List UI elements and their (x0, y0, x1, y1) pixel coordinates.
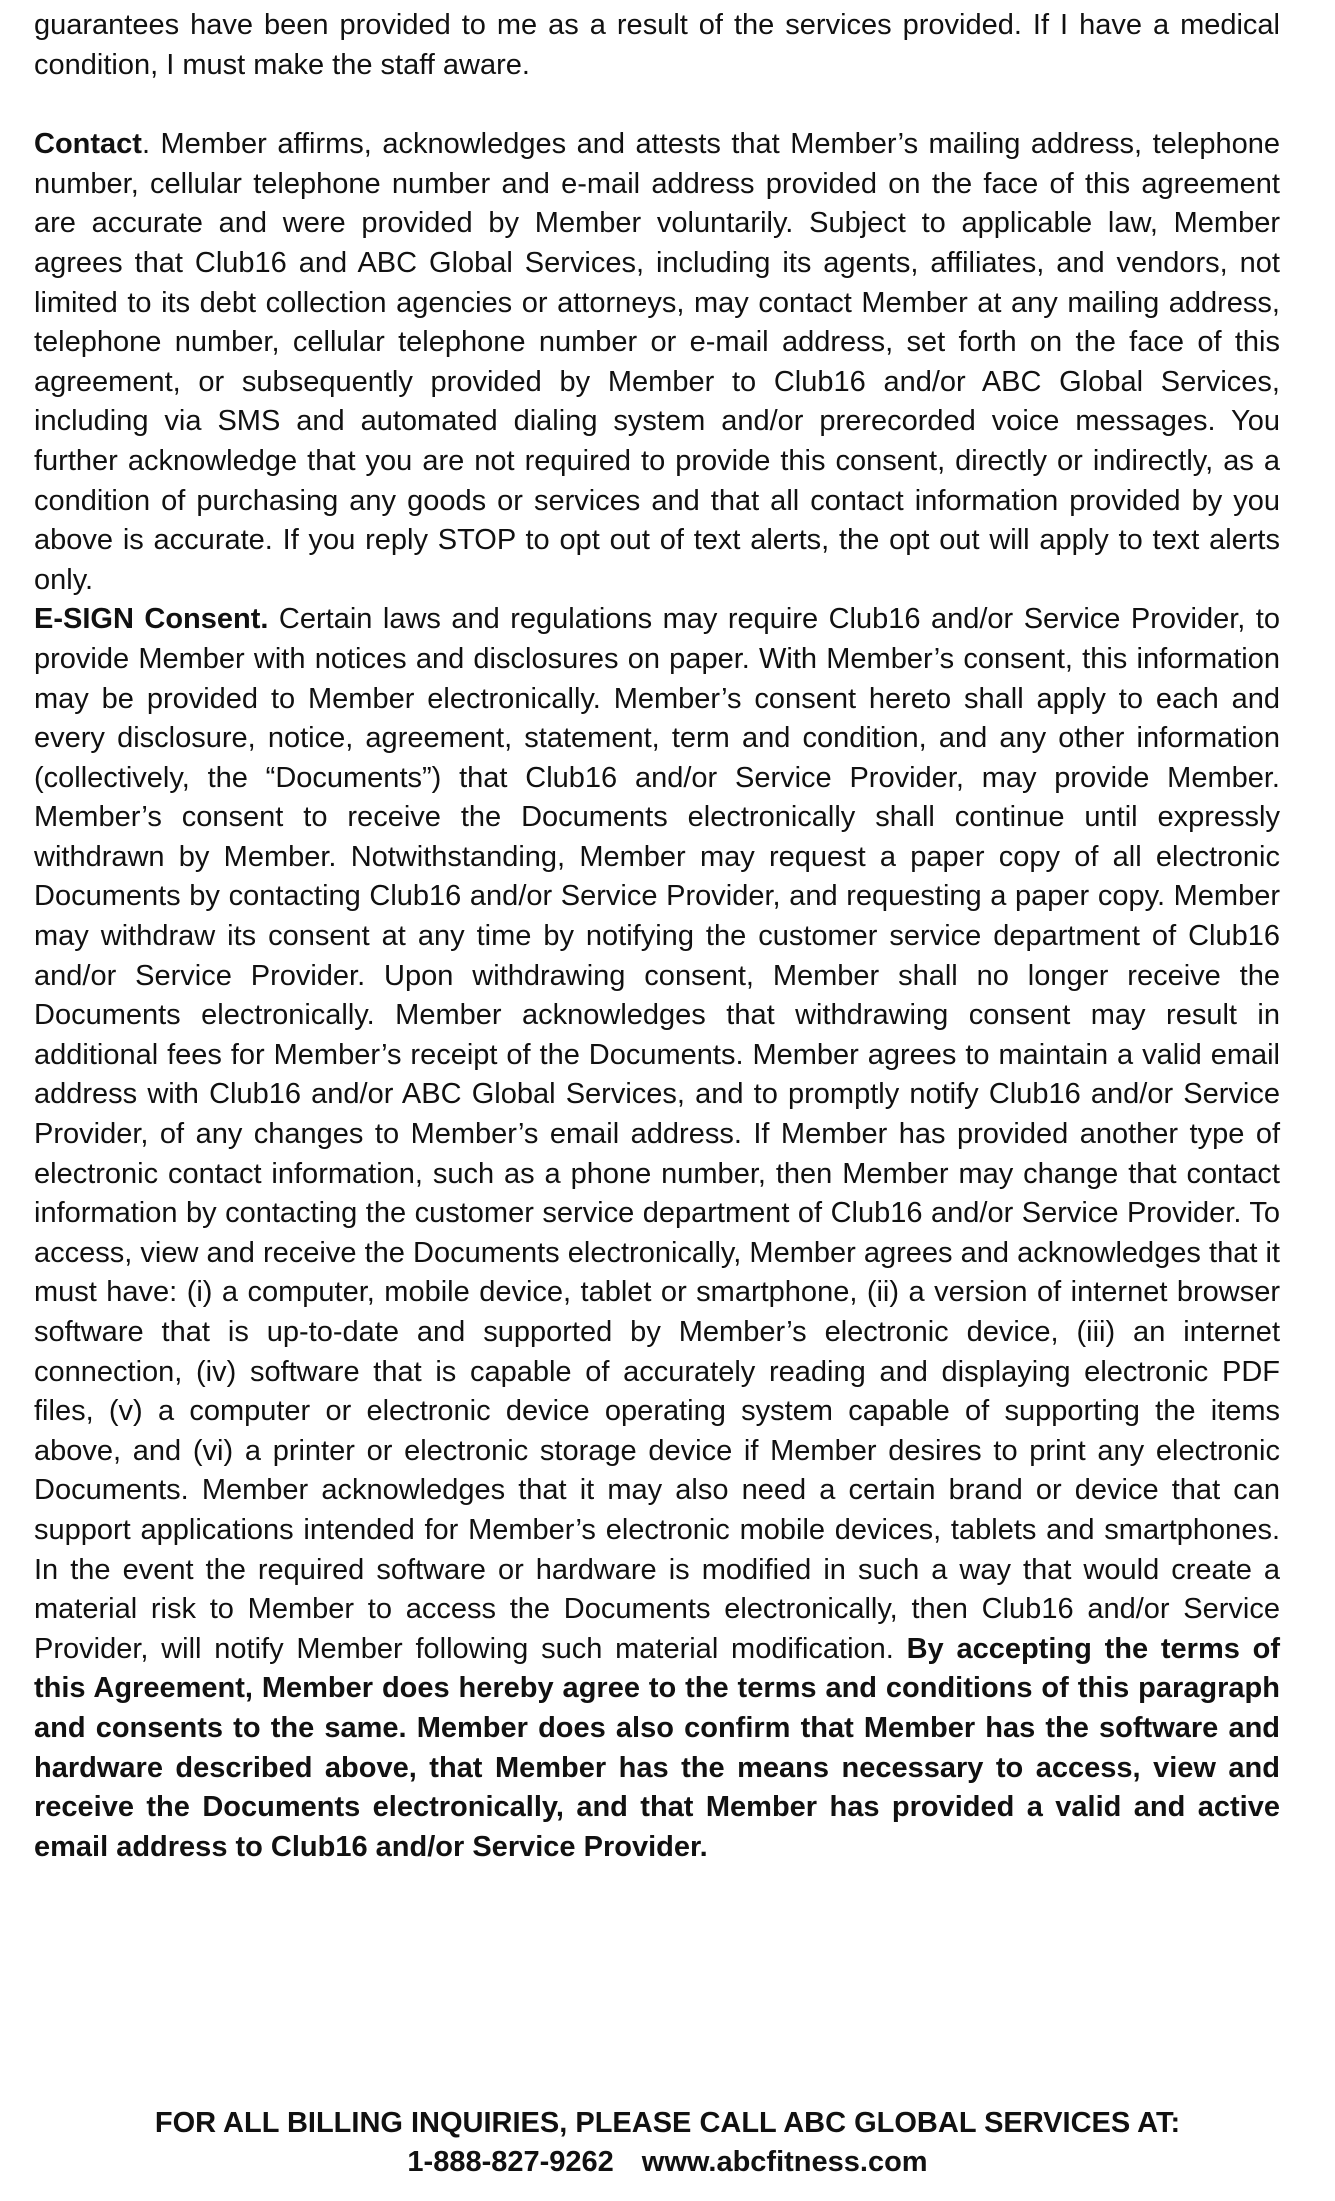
footer-heading: FOR ALL BILLING INQUIRIES, PLEASE CALL ABC GLOBAL SERVICES AT: (154, 2107, 1181, 2139)
footer-contact-line (0, 2143, 1335, 2182)
esign-paragraph (34, 600, 1280, 1867)
paragraph-spacer (34, 85, 1280, 125)
intro-paragraph: guarantees have been provided to me as a result of the services provided. If I have a medical condition, I must make the staff aware. (34, 9, 1280, 81)
billing-footer (0, 2104, 1335, 2182)
footer-phone: 1-888-827-9262 (407, 2146, 614, 2178)
contact-body: . Member affirms, acknowledges and attests that Member’s mailing address, telephone number, cellular telephone number and e-mail address provided on the face of this agreement are accurate and were provided by Member voluntarily. Subject to applicable law, Member agrees that Club16 and ABC Global Services, including its agents, affiliates, and vendors, not limited to its debt collection agencies or attorneys, may contact Member at any mailing address, telephone number, cellular telephone number or e-mail address, set forth on the face of this agreement, or subsequently provided by Member to Club16 and/or ABC Global Services, including via SMS and automated dialing system and/or prerecorded voice messages. You further acknowledge that you are not required to provide this consent, directly or indirectly, as a condition of purchasing any goods or services and that all contact information provided by you above is accurate. If you reply STOP to opt out of text alerts, the opt out will apply to text alerts only. (34, 128, 1280, 596)
contact-paragraph (34, 125, 1280, 600)
esign-bold-statement: By accepting the terms of this Agreement, Member does hereby agree to the terms and conditions of this paragraph and consents to the same. Member does also confirm that Member has the software and hardware described above, that Member has the means necessary to access, view and receive the Documents electronically, and that Member has provided a valid and active email address to Club16 and/or Service Provider. (34, 1632, 1280, 1863)
contact-heading: Contact (34, 128, 142, 161)
document-page (34, 6, 1280, 1867)
footer-website: www.abcfitness.com (641, 2146, 928, 2178)
esign-body: Certain laws and regulations may require Club16 and/or Service Provider, to provide Member with notices and disclosures on paper. With Member’s consent, this information may be provided to Member electronically. Member’s consent hereto shall apply to each and every disclosure, notice, agreement, statement, term and condition, and any other information (collectively, the “Documents”) that Club16 and/or Service Provider, may provide Member. Member’s consent to receive the Documents electronically shall continue until expressly withdrawn by Member. Notwithstanding, Member may request a paper copy of all electronic Documents by contacting Club16 and/or Service Provider, and requesting a paper copy. Member may withdraw its consent at any time by notifying the customer service department of Club16 and/or Service Provider. Upon withdrawing consent, Member shall no longer receive the Documents electronically. Member acknowledges that withdrawing consent may result in additional fees for Member’s receipt of the Documents. Member agrees to maintain a valid email address with Club16 and/or ABC Global Services, and to promptly notify Club16 and/or Service Provider, of any changes to Member’s email address. If Member has provided another type of electronic contact information, such as a phone number, then Member may change that contact information by contacting the customer service department of Club16 and/or Service Provider. To access, view and receive the Documents electronically, Member agrees and acknowledges that it must have: (i) a computer, mobile device, tablet or smartphone, (ii) a version of internet browser software that is up-to-date and supported by Member’s electronic device, (iii) an internet connection, (iv) software that is capable of accurately reading and displaying electronic PDF files, (v) a computer or electronic device operating system capable of supporting the items above, and (vi) a printer or electronic storage device if Member desires to print any electronic Documents. Member acknowledges that it may also need a certain brand or device that can support applications intended for Member’s electronic mobile devices, tablets and smartphones. In the event the required software or hardware is modified in such a way that would create a material risk to Member to access the Documents electronically, then Club16 and/or Service Provider, will notify Member following such material modification. (34, 603, 1280, 1665)
esign-heading: E-SIGN Consent. (34, 603, 269, 636)
